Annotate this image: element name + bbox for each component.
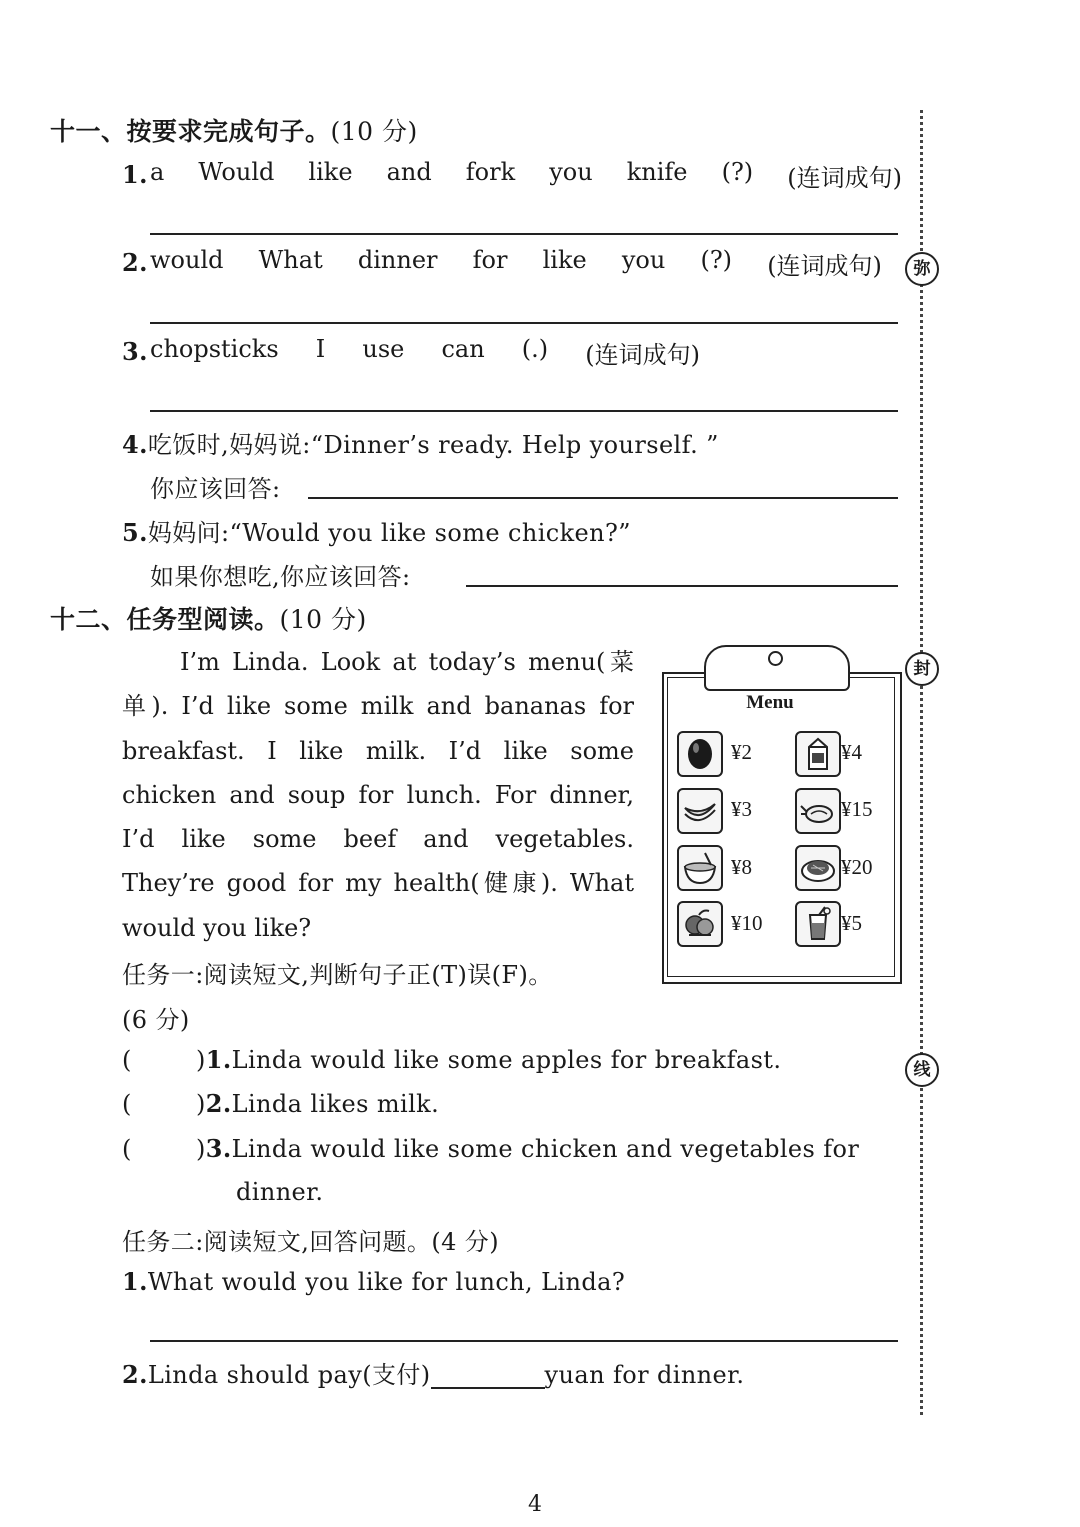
q1-answer-line[interactable] <box>150 233 898 235</box>
section-12-heading <box>50 600 367 636</box>
milk-carton-icon <box>795 731 841 777</box>
task2-q2-text-before: Linda should pay(支付) <box>147 1361 431 1389</box>
q3-word: chopsticks <box>150 335 279 363</box>
tf-item-text: Linda would like some chicken and vegetables for <box>231 1135 860 1163</box>
q1-word: Would <box>198 158 275 186</box>
task2-points: (4 分) <box>431 1228 499 1256</box>
task2-title: 任务二:阅读短文,回答问题。 <box>122 1228 432 1256</box>
tf-answer-blank[interactable]: ( ) <box>122 1046 206 1074</box>
task1-points: (6 分) <box>122 1006 190 1034</box>
q5-answer-label: 如果你想吃,你应该回答: <box>150 563 411 591</box>
q1-word: like <box>308 158 353 186</box>
q2-word: dinner <box>357 246 438 274</box>
q2-word: for <box>472 246 508 274</box>
task2-q2-number: 2. <box>122 1360 148 1389</box>
q4-prompt-row <box>122 425 719 460</box>
q3-hint: (连词成句) <box>585 341 700 369</box>
page-number: 4 <box>528 1492 542 1517</box>
q1-word-row <box>150 158 902 193</box>
q1-punct: (?) <box>721 158 754 186</box>
clip-hole-icon <box>768 651 783 666</box>
section-12-points: (10 分) <box>279 605 367 634</box>
task2-q1 <box>122 1267 625 1296</box>
section-11-points: (10 分) <box>330 117 418 146</box>
q1-word: a <box>150 158 165 186</box>
banana-icon <box>677 788 723 834</box>
task2-heading <box>122 1222 499 1257</box>
q4-number: 4. <box>122 430 148 459</box>
passage-line: 单). I’d like some milk and bananas for <box>122 692 634 721</box>
passage-line: chicken and soup for lunch. For dinner, <box>122 780 634 809</box>
q1-word: and <box>386 158 432 186</box>
tf-answer-blank[interactable]: ( ) <box>122 1090 206 1118</box>
seal-mark: 封 <box>905 652 939 686</box>
menu-price: ¥15 <box>841 797 873 821</box>
q5-prompt-row <box>122 513 631 548</box>
menu-title: Menu <box>746 692 794 713</box>
task2-q1-number: 1. <box>122 1267 148 1296</box>
q3-word: can <box>441 335 485 363</box>
chicken-icon <box>795 788 841 834</box>
menu-price: ¥2 <box>731 740 752 764</box>
task2-q2-text-after: yuan for dinner. <box>544 1361 745 1389</box>
passage-line: I’d like some beef and vegetables. <box>122 825 634 854</box>
beef-icon <box>795 845 841 891</box>
binding-dotted-line <box>920 110 923 1415</box>
q3-punct: (.) <box>521 335 549 363</box>
vegetables-icon <box>677 901 723 947</box>
reading-passage <box>122 640 634 950</box>
q2-word: you <box>621 246 666 274</box>
q1-word: you <box>549 158 593 186</box>
q4-answer-line[interactable] <box>308 497 898 499</box>
q1-number: 1. <box>122 160 148 189</box>
passage-line: would you like? <box>122 913 312 942</box>
q4-prompt: 吃饭时,妈妈说:“Dinner’s ready. Help yourself. ” <box>147 431 719 459</box>
q1-word: knife <box>626 158 688 186</box>
tf-item-1 <box>122 1045 781 1074</box>
task2-q1-text: What would you like for lunch, Linda? <box>147 1268 626 1296</box>
q2-word: would <box>150 246 224 274</box>
menu-price: ¥20 <box>841 855 873 879</box>
q3-word-row <box>150 335 700 370</box>
section-11-heading <box>50 112 418 148</box>
task1-heading: 任务一:阅读短文,判断句子正(T)误(F)。 <box>122 961 553 989</box>
q2-hint: (连词成句) <box>767 252 882 280</box>
task2-q2-answer-blank[interactable] <box>431 1361 545 1389</box>
q2-number: 2. <box>122 248 148 277</box>
task2-q1-answer-line[interactable] <box>150 1340 898 1342</box>
q2-word: like <box>542 246 587 274</box>
q3-word: I <box>315 335 326 363</box>
q1-hint: (连词成句) <box>787 164 902 192</box>
q5-number: 5. <box>122 518 148 547</box>
seal-mark: 弥 <box>905 252 939 286</box>
q3-number: 3. <box>122 337 148 366</box>
tf-answer-blank[interactable]: ( ) <box>122 1135 206 1163</box>
menu-price: ¥5 <box>841 911 862 935</box>
menu-price: ¥10 <box>731 911 763 935</box>
q2-word-row <box>150 246 882 281</box>
q1-word: fork <box>465 158 516 186</box>
section-12-title: 十二、任务型阅读。 <box>50 605 280 634</box>
egg-icon <box>677 731 723 777</box>
menu-price: ¥4 <box>841 740 862 764</box>
tf-item-text: Linda would like some apples for breakfast. <box>231 1046 782 1074</box>
tf-item-2 <box>122 1089 439 1118</box>
passage-line: They’re good for my health(健康). What <box>122 869 634 898</box>
passage-line: breakfast. I like milk. I’d like some <box>122 736 634 765</box>
menu-price: ¥3 <box>731 797 752 821</box>
tf-item-3-continued: dinner. <box>236 1178 324 1206</box>
passage-line: I’m Linda. Look at today’s menu(菜 <box>180 648 634 676</box>
section-11-title: 十一、按要求完成句子。 <box>50 117 331 146</box>
q3-word: use <box>362 335 405 363</box>
q5-answer-line[interactable] <box>466 585 898 587</box>
q3-answer-line[interactable] <box>150 410 898 412</box>
task2-q2 <box>122 1355 744 1390</box>
tf-item-text: Linda likes milk. <box>231 1090 440 1118</box>
menu-price: ¥8 <box>731 855 752 879</box>
juice-icon <box>795 901 841 947</box>
q5-prompt: 妈妈问:“Would you like some chicken?” <box>147 519 631 547</box>
q2-answer-line[interactable] <box>150 322 898 324</box>
tf-item-3 <box>122 1134 859 1163</box>
soup-bowl-icon <box>677 845 723 891</box>
q2-punct: (?) <box>700 246 733 274</box>
q2-word: What <box>258 246 323 274</box>
q4-answer-label: 你应该回答: <box>150 475 281 503</box>
seal-mark: 线 <box>905 1053 939 1087</box>
tf-item-number: 1. <box>205 1045 232 1074</box>
tf-item-number: 2. <box>205 1089 232 1118</box>
tf-item-number: 3. <box>205 1134 232 1163</box>
